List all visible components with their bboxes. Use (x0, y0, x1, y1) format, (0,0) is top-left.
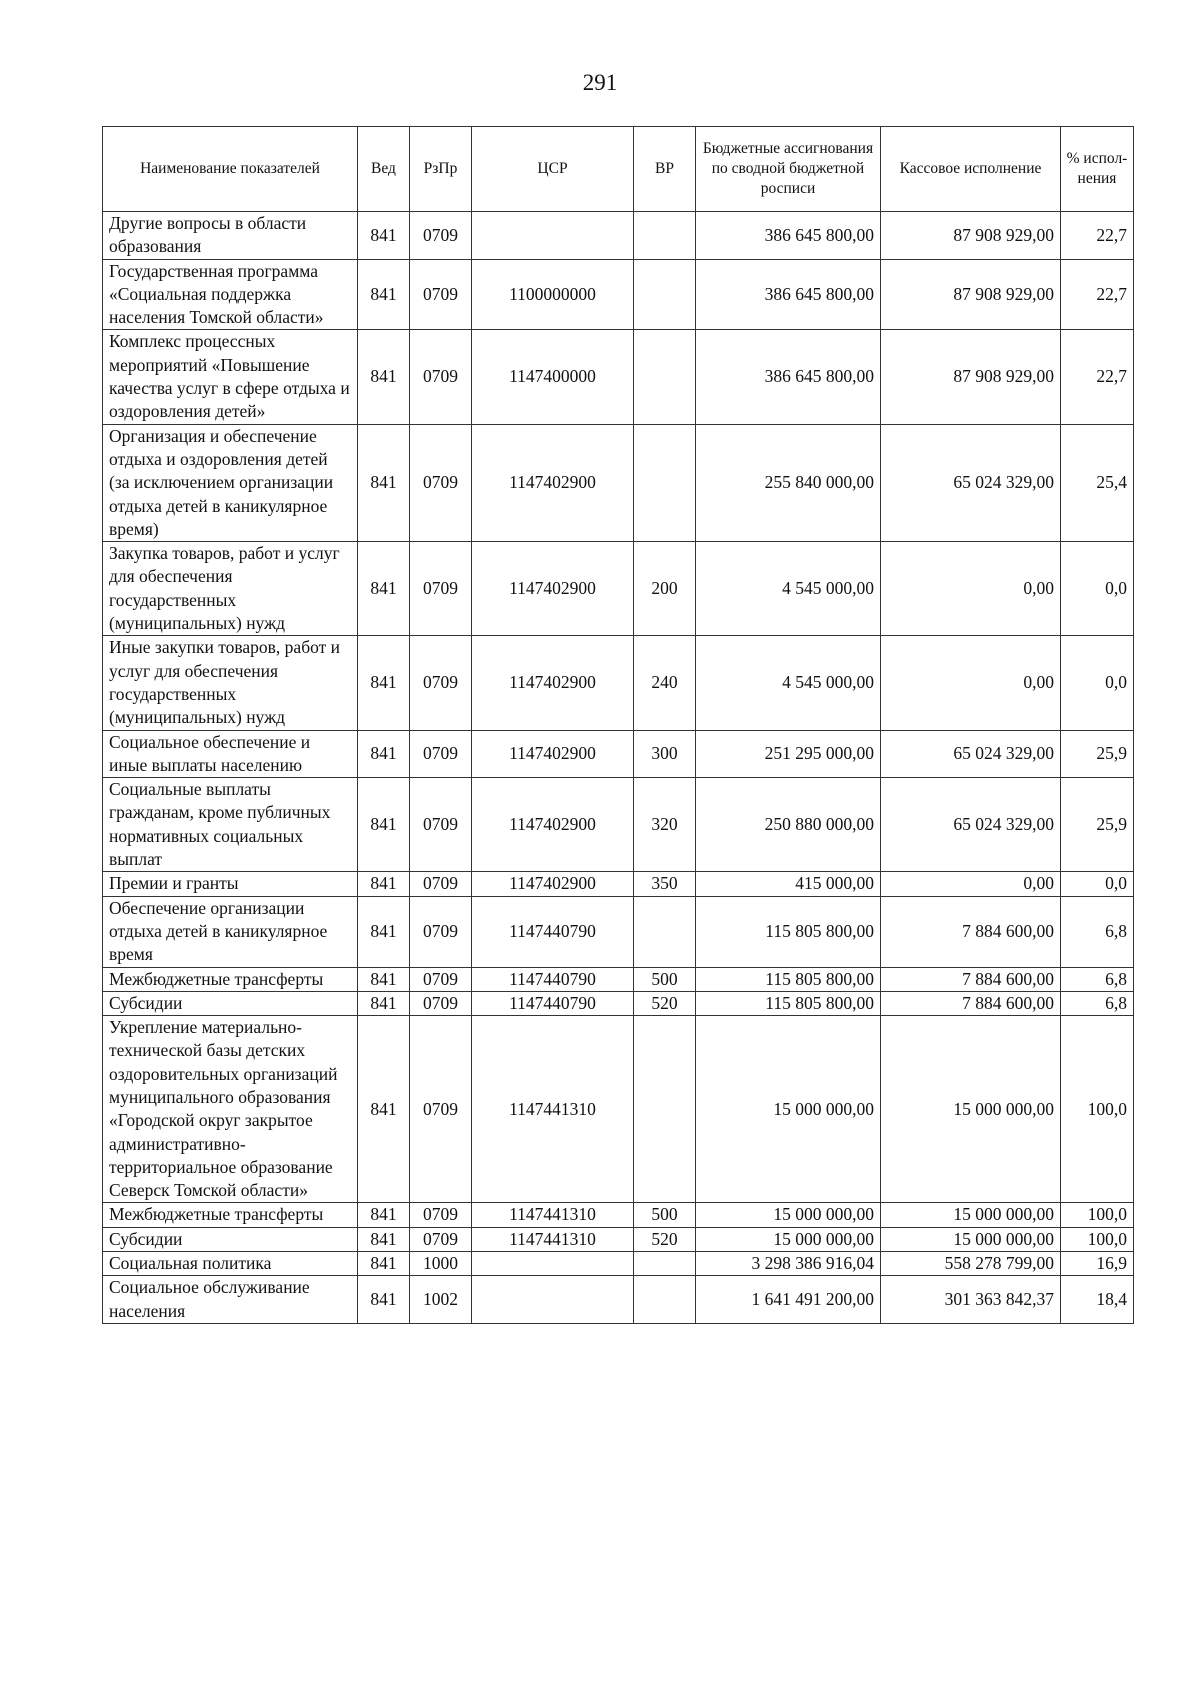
cell-cash: 15 000 000,00 (881, 1227, 1061, 1251)
cell-ved: 841 (358, 872, 410, 896)
cell-pct: 100,0 (1061, 1016, 1134, 1203)
cell-budget: 255 840 000,00 (696, 424, 881, 541)
cell-vr: 520 (634, 991, 696, 1015)
cell-ved: 841 (358, 212, 410, 260)
cell-cash: 0,00 (881, 542, 1061, 636)
cell-rzpr: 1002 (410, 1276, 472, 1324)
cell-vr (634, 424, 696, 541)
cell-csr: 1100000000 (472, 259, 634, 330)
budget-execution-table (102, 126, 1134, 1324)
cell-budget: 115 805 800,00 (696, 896, 881, 967)
header-rzpr: РзПр (410, 127, 472, 212)
cell-pct: 22,7 (1061, 330, 1134, 424)
cell-pct: 22,7 (1061, 259, 1134, 330)
table-row (103, 991, 1134, 1015)
cell-budget: 15 000 000,00 (696, 1016, 881, 1203)
cell-cash: 65 024 329,00 (881, 730, 1061, 778)
cell-budget: 4 545 000,00 (696, 542, 881, 636)
cell-name: Закупка товаров, работ и услуг для обеспечения государственных (муниципальных) нужд (103, 542, 358, 636)
cell-name: Организация и обеспечение отдыха и оздоровления детей (за исключением организации отдыха детей в каникулярное время) (103, 424, 358, 541)
cell-ved: 841 (358, 991, 410, 1015)
table-row (103, 1276, 1134, 1324)
cell-vr (634, 259, 696, 330)
table-row (103, 1252, 1134, 1276)
cell-rzpr: 0709 (410, 330, 472, 424)
cell-budget: 1 641 491 200,00 (696, 1276, 881, 1324)
cell-vr: 500 (634, 1203, 696, 1227)
cell-csr: 1147402900 (472, 542, 634, 636)
cell-pct: 16,9 (1061, 1252, 1134, 1276)
cell-name: Социальное обеспечение и иные выплаты населению (103, 730, 358, 778)
cell-pct: 6,8 (1061, 896, 1134, 967)
cell-pct: 0,0 (1061, 636, 1134, 730)
cell-cash: 15 000 000,00 (881, 1016, 1061, 1203)
cell-pct: 0,0 (1061, 542, 1134, 636)
cell-name: Обеспечение организации отдыха детей в каникулярное время (103, 896, 358, 967)
cell-name: Социальная политика (103, 1252, 358, 1276)
cell-csr (472, 1276, 634, 1324)
cell-vr (634, 1016, 696, 1203)
header-cash: Кассовое исполнение (881, 127, 1061, 212)
cell-vr: 200 (634, 542, 696, 636)
cell-vr: 320 (634, 778, 696, 872)
cell-csr: 1147402900 (472, 636, 634, 730)
cell-rzpr: 0709 (410, 730, 472, 778)
page-number: 291 (582, 70, 618, 95)
cell-rzpr: 0709 (410, 259, 472, 330)
table-header-row (103, 127, 1134, 212)
cell-name: Межбюджетные трансферты (103, 1203, 358, 1227)
table-row (103, 259, 1134, 330)
cell-pct: 6,8 (1061, 967, 1134, 991)
cell-name: Субсидии (103, 991, 358, 1015)
cell-budget: 250 880 000,00 (696, 778, 881, 872)
cell-csr: 1147402900 (472, 730, 634, 778)
header-ved: Вед (358, 127, 410, 212)
cell-csr: 1147441310 (472, 1016, 634, 1203)
table-row (103, 1016, 1134, 1203)
cell-csr: 1147441310 (472, 1227, 634, 1251)
table-row (103, 636, 1134, 730)
cell-vr (634, 1276, 696, 1324)
cell-pct: 100,0 (1061, 1227, 1134, 1251)
cell-vr: 240 (634, 636, 696, 730)
header-csr: ЦСР (472, 127, 634, 212)
table-row (103, 212, 1134, 260)
cell-budget: 386 645 800,00 (696, 259, 881, 330)
cell-vr (634, 212, 696, 260)
cell-rzpr: 0709 (410, 991, 472, 1015)
cell-ved: 841 (358, 542, 410, 636)
cell-csr: 1147402900 (472, 424, 634, 541)
cell-vr (634, 330, 696, 424)
cell-rzpr: 0709 (410, 212, 472, 260)
cell-ved: 841 (358, 778, 410, 872)
cell-pct: 6,8 (1061, 991, 1134, 1015)
cell-pct: 0,0 (1061, 872, 1134, 896)
cell-vr: 300 (634, 730, 696, 778)
cell-pct: 25,4 (1061, 424, 1134, 541)
cell-budget: 386 645 800,00 (696, 212, 881, 260)
cell-ved: 841 (358, 636, 410, 730)
cell-name: Субсидии (103, 1227, 358, 1251)
cell-pct: 100,0 (1061, 1203, 1134, 1227)
cell-budget: 4 545 000,00 (696, 636, 881, 730)
cell-csr: 1147440790 (472, 896, 634, 967)
cell-cash: 7 884 600,00 (881, 896, 1061, 967)
cell-rzpr: 0709 (410, 636, 472, 730)
cell-rzpr: 0709 (410, 424, 472, 541)
cell-cash: 65 024 329,00 (881, 778, 1061, 872)
cell-rzpr: 0709 (410, 778, 472, 872)
cell-ved: 841 (358, 730, 410, 778)
cell-csr: 1147441310 (472, 1203, 634, 1227)
cell-vr: 350 (634, 872, 696, 896)
cell-csr (472, 212, 634, 260)
cell-rzpr: 0709 (410, 542, 472, 636)
cell-name: Иные закупки товаров, работ и услуг для обеспечения государственных (муниципальных) нужд (103, 636, 358, 730)
cell-budget: 3 298 386 916,04 (696, 1252, 881, 1276)
cell-cash: 87 908 929,00 (881, 330, 1061, 424)
cell-cash: 87 908 929,00 (881, 212, 1061, 260)
table-row (103, 1227, 1134, 1251)
cell-pct: 18,4 (1061, 1276, 1134, 1324)
cell-pct: 22,7 (1061, 212, 1134, 260)
table-row (103, 967, 1134, 991)
table-row (103, 1203, 1134, 1227)
cell-rzpr: 0709 (410, 896, 472, 967)
cell-budget: 15 000 000,00 (696, 1227, 881, 1251)
table-row (103, 730, 1134, 778)
cell-ved: 841 (358, 896, 410, 967)
cell-ved: 841 (358, 1276, 410, 1324)
cell-name: Комплекс процессных мероприятий «Повышение качества услуг в сфере отдыха и оздоровления детей» (103, 330, 358, 424)
cell-name: Укрепление материально-технической базы детских оздоровительных организаций муниципального образования «Городской округ закрытое административно-территориальное образование Северск Томской области» (103, 1016, 358, 1203)
cell-rzpr: 0709 (410, 1203, 472, 1227)
cell-rzpr: 0709 (410, 872, 472, 896)
header-budget: Бюджетные ассигнования по сводной бюджетной росписи (696, 127, 881, 212)
cell-cash: 87 908 929,00 (881, 259, 1061, 330)
cell-cash: 301 363 842,37 (881, 1276, 1061, 1324)
header-name: Наименование показателей (103, 127, 358, 212)
cell-name: Премии и гранты (103, 872, 358, 896)
cell-ved: 841 (358, 1203, 410, 1227)
table-row (103, 542, 1134, 636)
cell-budget: 115 805 800,00 (696, 967, 881, 991)
table-body (103, 212, 1134, 1324)
cell-name: Социальные выплаты гражданам, кроме публичных нормативных социальных выплат (103, 778, 358, 872)
cell-pct: 25,9 (1061, 778, 1134, 872)
cell-cash: 65 024 329,00 (881, 424, 1061, 541)
cell-cash: 0,00 (881, 636, 1061, 730)
cell-csr: 1147400000 (472, 330, 634, 424)
cell-rzpr: 0709 (410, 1227, 472, 1251)
cell-csr: 1147440790 (472, 967, 634, 991)
cell-ved: 841 (358, 259, 410, 330)
cell-rzpr: 0709 (410, 967, 472, 991)
cell-vr (634, 896, 696, 967)
cell-ved: 841 (358, 1227, 410, 1251)
cell-csr: 1147440790 (472, 991, 634, 1015)
cell-budget: 415 000,00 (696, 872, 881, 896)
cell-vr: 520 (634, 1227, 696, 1251)
cell-csr: 1147402900 (472, 778, 634, 872)
cell-ved: 841 (358, 1252, 410, 1276)
cell-pct: 25,9 (1061, 730, 1134, 778)
cell-budget: 386 645 800,00 (696, 330, 881, 424)
table-row (103, 872, 1134, 896)
table-row (103, 424, 1134, 541)
cell-vr: 500 (634, 967, 696, 991)
cell-csr: 1147402900 (472, 872, 634, 896)
cell-cash: 558 278 799,00 (881, 1252, 1061, 1276)
cell-cash: 7 884 600,00 (881, 967, 1061, 991)
cell-vr (634, 1252, 696, 1276)
table-row (103, 896, 1134, 967)
cell-rzpr: 1000 (410, 1252, 472, 1276)
cell-budget: 15 000 000,00 (696, 1203, 881, 1227)
cell-budget: 115 805 800,00 (696, 991, 881, 1015)
cell-cash: 15 000 000,00 (881, 1203, 1061, 1227)
cell-name: Межбюджетные трансферты (103, 967, 358, 991)
cell-name: Другие вопросы в области образования (103, 212, 358, 260)
table-row (103, 778, 1134, 872)
cell-cash: 7 884 600,00 (881, 991, 1061, 1015)
cell-csr (472, 1252, 634, 1276)
cell-budget: 251 295 000,00 (696, 730, 881, 778)
cell-ved: 841 (358, 1016, 410, 1203)
cell-name: Социальное обслуживание населения (103, 1276, 358, 1324)
cell-rzpr: 0709 (410, 1016, 472, 1203)
header-vr: ВР (634, 127, 696, 212)
cell-ved: 841 (358, 424, 410, 541)
cell-cash: 0,00 (881, 872, 1061, 896)
table-row (103, 330, 1134, 424)
cell-name: Государственная программа «Социальная поддержка населения Томской области» (103, 259, 358, 330)
cell-ved: 841 (358, 967, 410, 991)
cell-ved: 841 (358, 330, 410, 424)
header-pct: % испол-нения (1061, 127, 1134, 212)
